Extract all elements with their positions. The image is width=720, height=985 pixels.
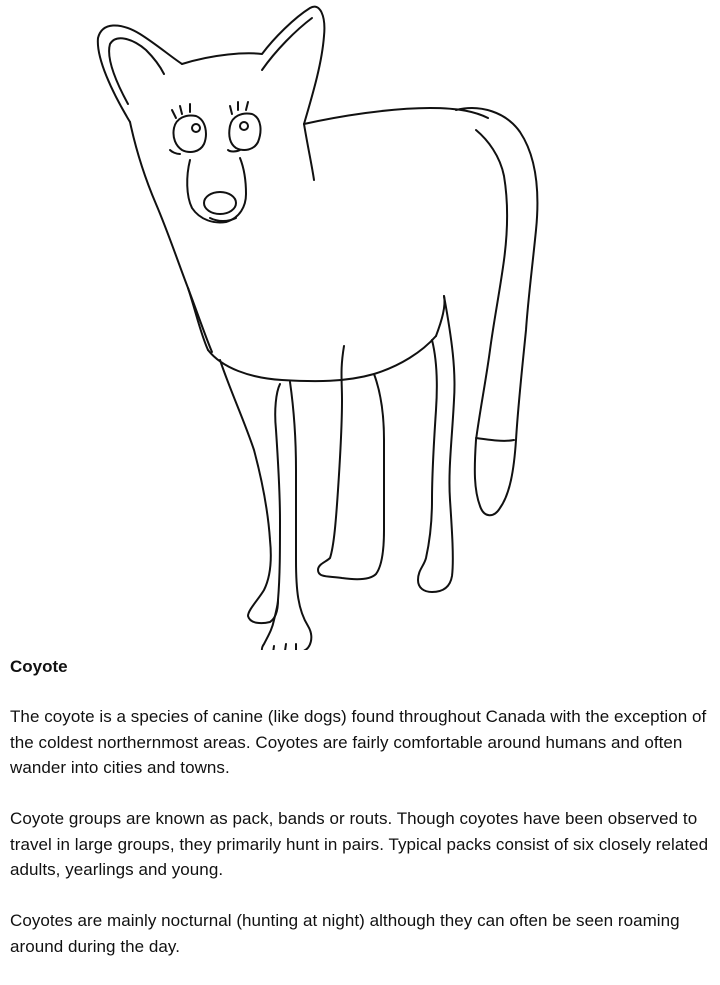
paragraph-groups: Coyote groups are known as pack, bands or routs. Though coyotes have been observed to travel in large groups, they primarily hunt in pairs. Typical packs consist of six closely related adults, yearlings and young. bbox=[10, 809, 709, 879]
coyote-front-leg-left bbox=[220, 360, 278, 623]
coyote-left-eye bbox=[173, 116, 205, 153]
paragraph-nocturnal: Coyotes are mainly nocturnal (hunting at night) although they can often be seen roaming around during the day. bbox=[10, 911, 680, 956]
coyote-rear-leg-outer bbox=[418, 296, 455, 592]
coyote-info-text bbox=[10, 656, 710, 985]
coyote-right-eye bbox=[229, 114, 260, 151]
coyote-face-outline bbox=[130, 122, 208, 350]
coyote-back bbox=[304, 108, 488, 124]
coyote-front-leg-left-inner bbox=[275, 384, 280, 600]
coyote-haunch bbox=[436, 296, 445, 336]
coyote-left-ear-inner bbox=[109, 38, 164, 104]
paragraph-habitat: The coyote is a species of canine (like dogs) found throughout Canada with the exception of the coldest northernmost areas. Coyotes are fairly comfortable around humans and often wander into cities and towns. bbox=[10, 707, 707, 777]
coyote-tail bbox=[456, 108, 537, 515]
document-title: Coyote bbox=[10, 657, 68, 676]
coyote-brow-right bbox=[228, 150, 240, 152]
coyote-belly bbox=[208, 336, 436, 381]
coyote-chest-line bbox=[188, 288, 212, 352]
coyote-front-leg-right bbox=[262, 382, 311, 650]
coyote-right-pupil bbox=[240, 122, 248, 130]
coyote-left-ear bbox=[98, 25, 182, 122]
coyote-brow-left bbox=[170, 150, 180, 154]
coyote-nose bbox=[204, 192, 236, 214]
coyote-paw-toes bbox=[272, 644, 296, 650]
coyote-left-pupil bbox=[192, 124, 200, 132]
coyote-tail-tip-line bbox=[476, 438, 514, 441]
coyote-right-eyelashes bbox=[230, 102, 248, 114]
coyote-neck-line bbox=[304, 124, 314, 180]
